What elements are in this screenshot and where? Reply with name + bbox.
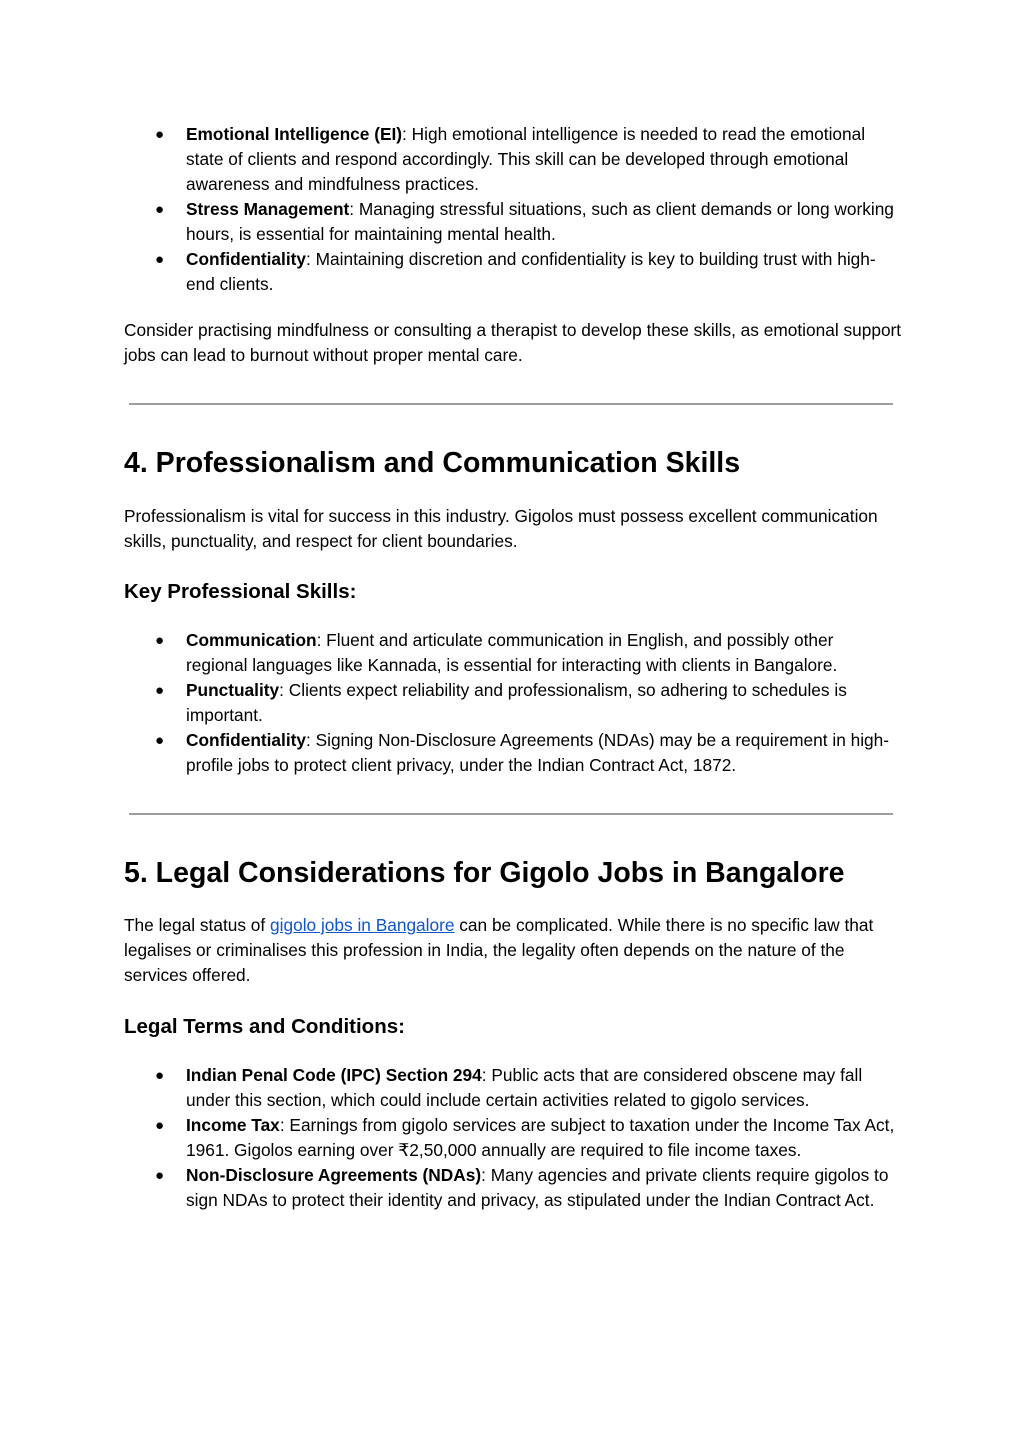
list-item-term: Confidentiality: [186, 249, 307, 269]
list-item-text: : High emotional intelligence is needed to read the emotional state of clients and respond accordingly. This skill can be developed through emotional awareness and mindfulness practices.: [186, 124, 866, 194]
section5-intro-text: The legal status of: [124, 915, 271, 935]
list-item-term: Punctuality: [186, 680, 280, 700]
bullet-icon: ●: [155, 1167, 165, 1184]
list-item-text: : Managing stressful situations, such as client demands or long working hours, is essential for maintaining mental health.: [186, 199, 894, 244]
list-item-term: Indian Penal Code (IPC) Section 294: [186, 1065, 482, 1085]
section5-subheading: Legal Terms and Conditions:: [124, 1015, 405, 1038]
bullet-icon: ●: [155, 126, 165, 143]
list-item-text: : Public acts that are considered obscene may fall under this section, which could include certain activities related to gigolo services.: [186, 1065, 863, 1110]
bullet-icon: ●: [155, 632, 165, 649]
list-item-text: : Clients expect reliability and professionalism, so adhering to schedules is important.: [186, 680, 847, 725]
bullet-icon: ●: [155, 251, 165, 268]
list-item: [0, 122, 898, 197]
section4-heading: 4. Professionalism and Communication Skills: [124, 447, 741, 479]
bullet-icon: ●: [155, 201, 165, 218]
section-divider: [129, 813, 893, 815]
section5-bullet-list: [0, 1063, 898, 1213]
list-item: [0, 728, 898, 778]
bullet-icon: ●: [155, 1067, 165, 1084]
section4-bullet-list: [0, 628, 898, 778]
section-divider: [129, 403, 893, 405]
bullet-icon: ●: [155, 732, 165, 749]
list-item-term: Communication: [186, 630, 317, 650]
list-item: [0, 1063, 898, 1113]
list-item: [0, 1163, 898, 1213]
list-item-term: Emotional Intelligence (EI): [186, 124, 403, 144]
gigolo-jobs-link[interactable]: gigolo jobs in Bangalore: [270, 915, 455, 935]
list-item-text: : Fluent and articulate communication in English, and possibly other regional languages like Kannada, is essential for interacting with clients in Bangalore.: [186, 630, 838, 675]
list-item: [0, 1113, 898, 1163]
list-item-term: Income Tax: [186, 1115, 280, 1135]
section4-subheading: Key Professional Skills:: [124, 580, 357, 603]
section5-intro-text: can be complicated. While there is no specific law that legalises or criminalises this profession in India, the legality often depends on the nature of the services offered.: [124, 915, 874, 985]
list-item: [0, 247, 898, 297]
list-item-term: Stress Management: [186, 199, 350, 219]
list-item-text: : Signing Non-Disclosure Agreements (NDAs) may be a requirement in high-profile jobs to protect client privacy, under the Indian Contract Act, 1872.: [186, 730, 890, 775]
list-item-text: : Earnings from gigolo services are subject to taxation under the Income Tax Act, 1961. Gigolos earning over ₹2,50,000 annually are required to file income taxes.: [186, 1115, 895, 1160]
list-item-term: Non-Disclosure Agreements (NDAs): [186, 1165, 482, 1185]
section5-intro: [124, 913, 904, 988]
section3-bullet-list: [0, 122, 898, 297]
list-item-term: Confidentiality: [186, 730, 307, 750]
list-item: [0, 628, 898, 678]
section4-intro: Professionalism is vital for success in this industry. Gigolos must possess excellent communication skills, punctuality, and respect for client boundaries.: [124, 506, 878, 551]
bullet-icon: ●: [155, 682, 165, 699]
section5-heading: 5. Legal Considerations for Gigolo Jobs in Bangalore: [124, 857, 845, 889]
list-item: [0, 678, 898, 728]
bullet-icon: ●: [155, 1117, 165, 1134]
list-item: [0, 197, 898, 247]
section3-note: Consider practising mindfulness or consulting a therapist to develop these skills, as emotional support jobs can lead to burnout without proper mental care.: [124, 320, 902, 365]
list-item-text: : Maintaining discretion and confidentiality is key to building trust with high-end clients.: [186, 249, 876, 294]
list-item-text: : Many agencies and private clients require gigolos to sign NDAs to protect their identity and privacy, as stipulated under the Indian Contract Act.: [186, 1165, 889, 1210]
